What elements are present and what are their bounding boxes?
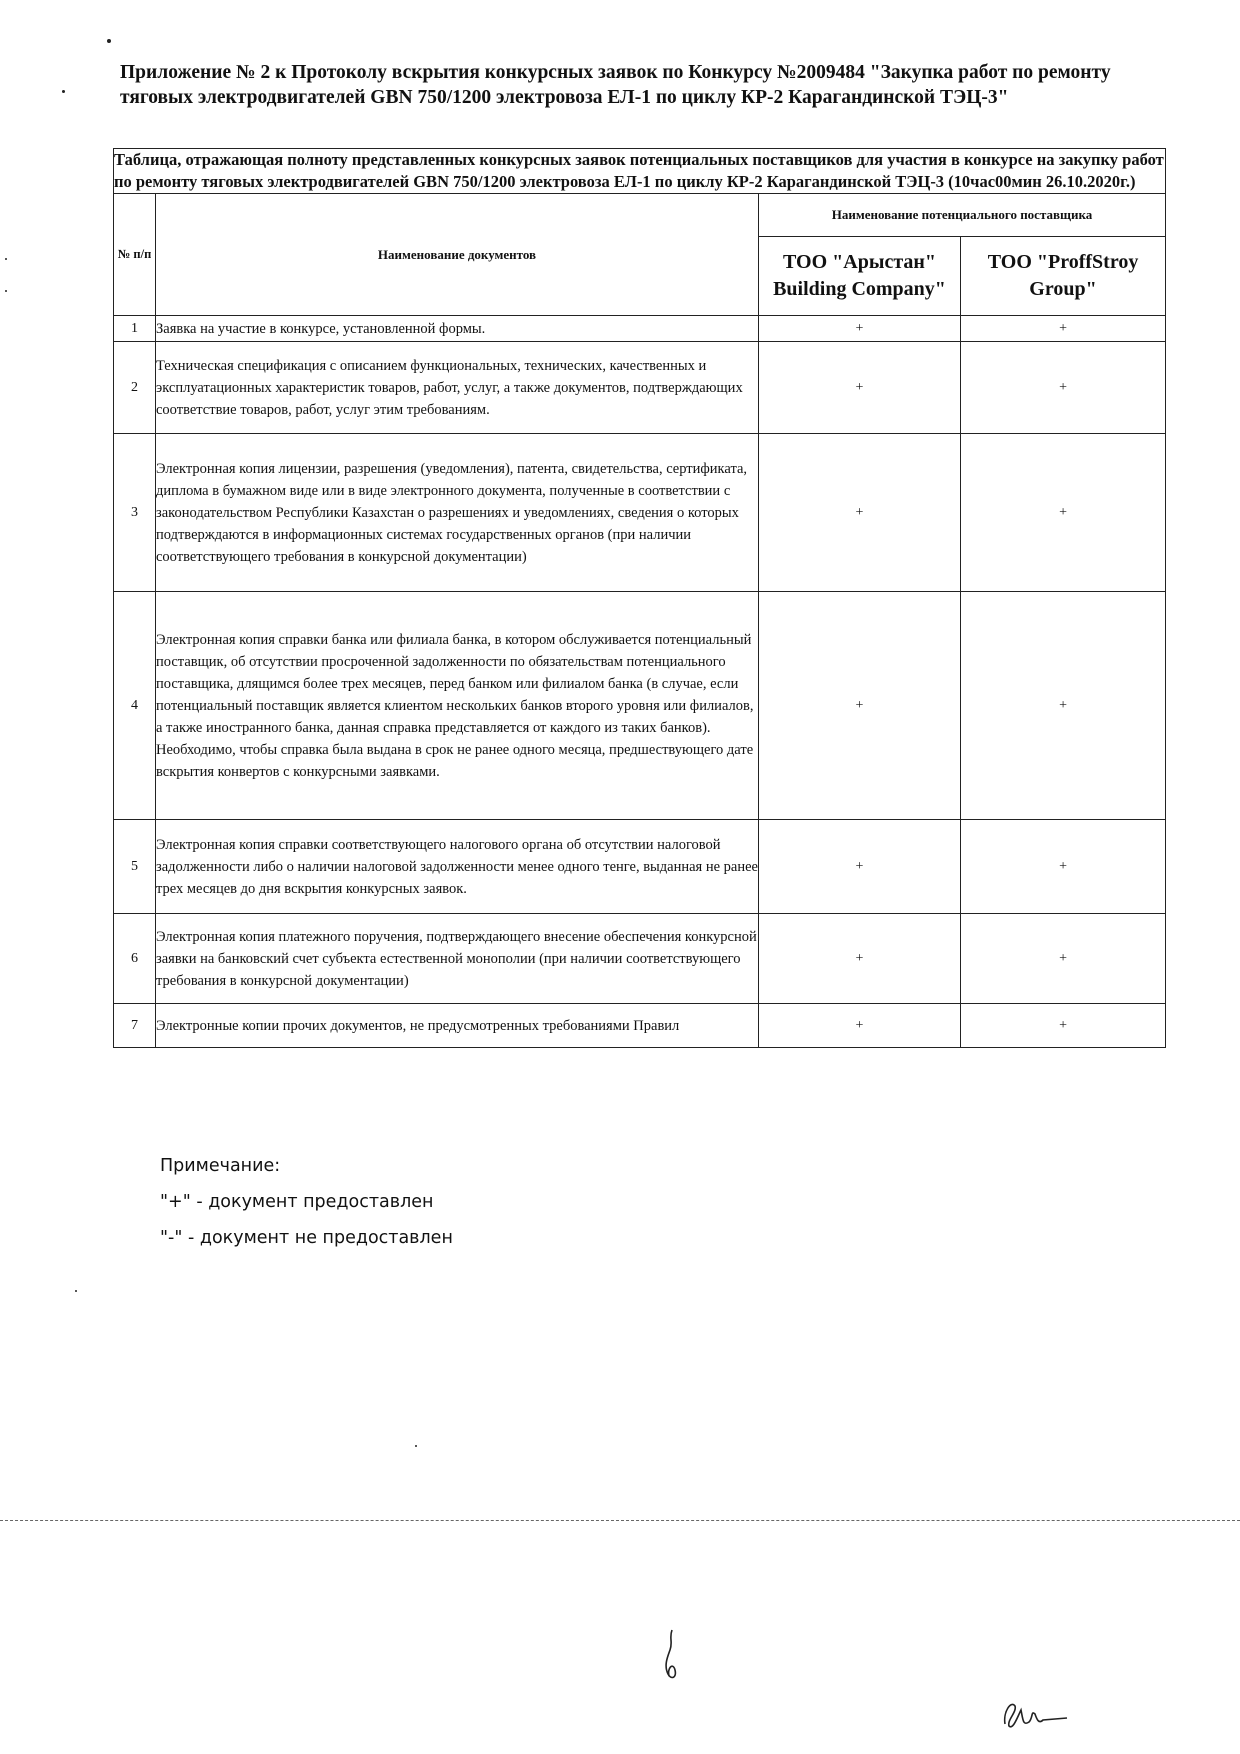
row-document: Техническая спецификация с описанием функциональных, технических, качественных и эксплуатационных характеристик товаров, работ, услуг, а также документов, подтверждающих соответствие товаров, работ, услуг этим требованиям.: [156, 342, 759, 434]
supplier-header: ТОО "ProffStroy Group": [961, 237, 1166, 316]
scan-speck: [5, 258, 7, 260]
signature-icon: [995, 1690, 1075, 1734]
row-number: 6: [114, 914, 156, 1004]
scan-speck: [107, 39, 111, 43]
row-mark: +: [961, 316, 1166, 342]
row-mark: +: [961, 342, 1166, 434]
notes-title: Примечание:: [160, 1156, 281, 1176]
applications-table: [113, 148, 1166, 1048]
row-mark: +: [759, 820, 961, 914]
row-document: Электронная копия лицензии, разрешения (уведомления), патента, свидетельства, сертификата, диплома в бумажном виде или в виде электронного документа, полученные в соответствии с законодательством Республики Казахстан о разрешениях и уведомлениях, сведения о которых подтверждаются в информационных системах государственных органов (при наличии соответствующего требования в конкурсной документации): [156, 434, 759, 592]
cut-line: [0, 1520, 1240, 1521]
supplier-header: ТОО "Арыстан" Building Company": [759, 237, 961, 316]
scan-speck: [75, 1290, 77, 1292]
column-header-supplier-group: Наименование потенциального поставщика: [759, 194, 1166, 237]
row-mark: +: [759, 914, 961, 1004]
row-document: Электронная копия справки банка или филиала банка, в котором обслуживается потенциальный поставщик, об отсутствии просроченной задолженности по обязательствам потенциального поставщика, длящимся более трех месяцев, перед банком или филиалом банка (в случае, если потенциальный поставщик является клиентом нескольких банков второго уровня или филиалов, а также иностранного банка, данная справка представляется от каждого из таких банков). Необходимо, чтобы справка была выдана в срок не ранее одного месяца, предшествующего дате вскрытия конвертов с конкурсными заявками.: [156, 592, 759, 820]
row-mark: +: [961, 592, 1166, 820]
table-caption-row: [114, 149, 1166, 194]
row-document: Электронная копия платежного поручения, подтверждающего внесение обеспечения конкурсной заявки на банковский счет субъекта естественной монополии (при наличии соответствующего требования в конкурсной документации): [156, 914, 759, 1004]
table-row: [114, 342, 1166, 434]
column-header-number: № п/п: [114, 194, 156, 316]
notes-block: [160, 1148, 453, 1256]
table-row: [114, 820, 1166, 914]
notes-minus-legend: "-" - документ не предоставлен: [160, 1228, 453, 1248]
scan-speck: [415, 1445, 417, 1447]
row-mark: +: [961, 820, 1166, 914]
row-mark: +: [759, 592, 961, 820]
document-heading: Приложение № 2 к Протоколу вскрытия конкурсных заявок по Конкурсу №2009484 "Закупка работ по ремонту тяговых электродвигателей GBN 750/1200 электровоза ЕЛ-1 по циклу КР-2 Карагандинской ТЭЦ-3": [120, 62, 1111, 108]
table-caption: Таблица, отражающая полноту представленных конкурсных заявок потенциальных поставщиков для участия в конкурсе на закупку работ по ремонту тяговых электродвигателей GBN 750/1200 электровоза ЕЛ-1 по циклу КР-2 Карагандинской ТЭЦ-3 (10час00мин 26.10.2020г.): [114, 149, 1166, 194]
table-row: [114, 914, 1166, 1004]
row-mark: +: [961, 434, 1166, 592]
scan-speck: [62, 90, 65, 93]
row-number: 5: [114, 820, 156, 914]
row-mark: +: [961, 1004, 1166, 1048]
row-number: 4: [114, 592, 156, 820]
row-number: 2: [114, 342, 156, 434]
table-row: [114, 1004, 1166, 1048]
row-document: Заявка на участие в конкурсе, установленной формы.: [156, 316, 759, 342]
column-header-documents: Наименование документов: [156, 194, 759, 316]
table-header-row: [114, 194, 1166, 237]
row-document: Электронная копия справки соответствующего налогового органа об отсутствии налоговой задолженности либо о наличии налоговой задолженности менее одного тенге, выданная не ранее трех месяцев до дня вскрытия конкурсных заявок.: [156, 820, 759, 914]
scan-speck: [5, 290, 7, 292]
table-row: [114, 434, 1166, 592]
row-number: 7: [114, 1004, 156, 1048]
row-number: 3: [114, 434, 156, 592]
row-mark: +: [759, 434, 961, 592]
row-mark: +: [759, 342, 961, 434]
row-number: 1: [114, 316, 156, 342]
row-mark: +: [759, 316, 961, 342]
row-mark: +: [961, 914, 1166, 1004]
row-document: Электронные копии прочих документов, не предусмотренных требованиями Правил: [156, 1004, 759, 1048]
row-mark: +: [759, 1004, 961, 1048]
table-row: [114, 316, 1166, 342]
signature-mark-icon: [655, 1628, 689, 1684]
table-row: [114, 592, 1166, 820]
notes-plus-legend: "+" - документ предоставлен: [160, 1192, 434, 1212]
